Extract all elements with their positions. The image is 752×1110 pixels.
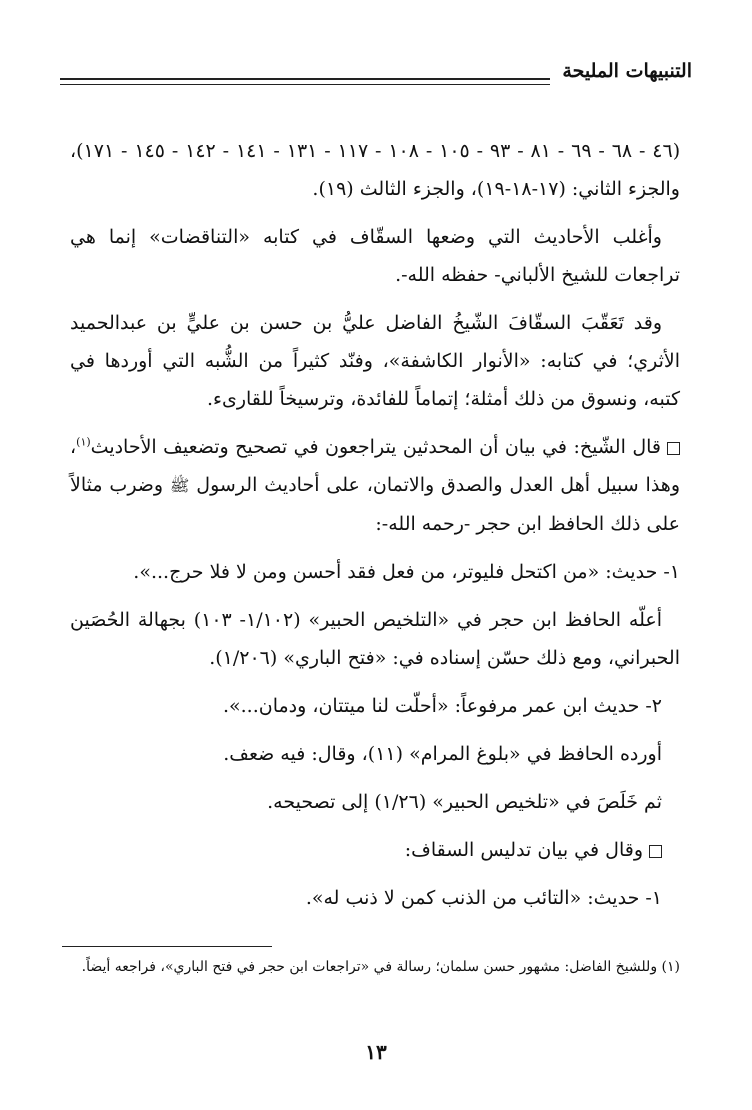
paragraph-references: (٤٦ - ٦٨ - ٦٩ - ٨١ - ٩٣ - ١٠٥ - ١٠٨ - ١١٧ - ١٣١ - ١٤١ - ١٤٢ - ١٤٥ - ١٧١)، والجزء الثاني: (١٧-١٨-١٩)، والجزء الثالث (١٩). [70,140,681,200]
header-rule [60,78,550,80]
running-header-title: التنبيهات المليحة [562,60,692,82]
running-header [60,58,692,98]
paragraph-rebuttal: وقد تَعَقّبَ السقّافَ الشّيخُ الفاضل عليُّ بن حسن بن عليٍّ بن عبدالحميد الأثري؛ في كتابه: «الأنوار الكاشفة»، وفنّد كثيراً من الشُّبه التي أوردها في كتبه، ونسوق من ذلك أمثلة؛ إتماماً للفائدة، وترسيخاً للقارىء. [70,312,680,410]
hadith-item-3: ١- حديث: «التائب من الذنب كمن لا ذنب له». [305,887,662,909]
hadith-item-2: ٢- حديث ابن عمر مرفوعاً: «أحلّت لنا ميتتان، ودمان...». [222,695,662,717]
quote-block [70,428,680,543]
quote-text-middle: ، وهذا سبيل أهل العدل والصدق والاتمان، على أحاديث الرسول [70,436,681,496]
hadith-item-2-conclusion: ثم خَلَصَ في «تلخيص الحبير» (١/٢٦) إلى تصحيحه. [267,791,662,813]
hadith-item-1-comment: أعلّه الحافظ ابن حجر في «التلخيص الحبير» (١/١٠٢- ١٠٣) بجهالة الحُصَين الحبراني، ومع ذلك حسّن إسناده في: «فتح الباري» (١/٢٠٦). [70,609,680,669]
hadith-item-2-comment: أورده الحافظ في «بلوغ المرام» (١١)، وقال: فيه ضعف. [223,743,662,765]
header-rule-thin [60,84,550,85]
quote-text-end: وضرب مثالاً على ذلك الحافظ ابن حجر -رحمه الله-: [70,474,680,535]
quote-2-text: وقال في بيان تدليس السقاف: [404,839,643,861]
footnote-ref[interactable]: (١) [76,435,91,449]
page-number: ١٣ [365,1040,387,1064]
square-bullet-icon [667,442,680,455]
page-body [70,132,680,927]
hadith-item-1: ١- حديث: «من اكتحل فليوتر، من فعل فقد أحسن ومن لا فلا حرج...». [133,561,680,583]
salawat-glyph: ﷺ [170,476,190,495]
quote-block-2 [70,831,680,869]
square-bullet-icon [649,845,662,858]
quote-text-start: قال الشّيخ: في بيان أن المحدثين يتراجعون في تصحيح وتضعيف الأحاديث [90,436,661,458]
paragraph-saqqaf: وأغلب الأحاديث التي وضعها السقّاف في كتابه «التناقضات» إنما هي تراجعات للشيخ الألباني- حفظه الله-. [70,226,680,286]
footnote-separator [62,946,272,947]
footnote: (١) وللشيخ الفاضل: مشهور حسن سلمان؛ رسالة في «تراجعات ابن حجر في فتح الباري»، فراجعه أيضاً. [81,959,680,975]
